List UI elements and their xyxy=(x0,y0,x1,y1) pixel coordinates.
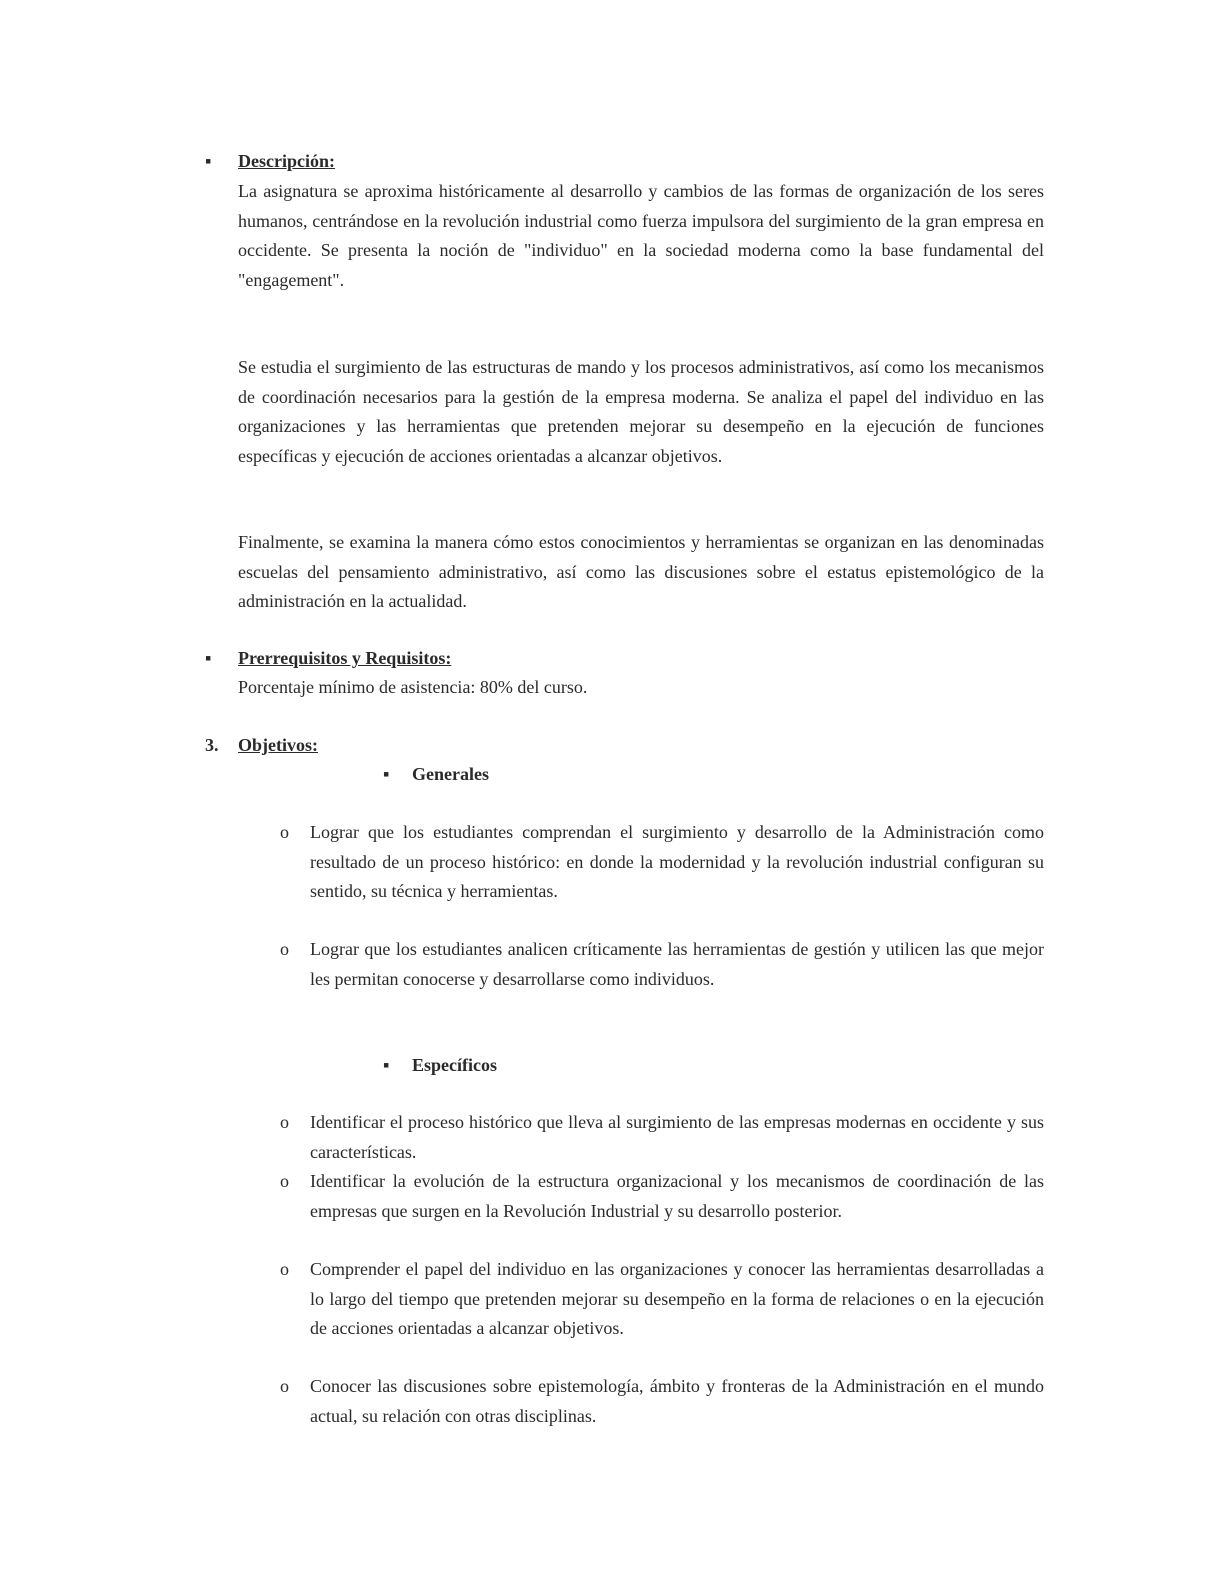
section-title-descripcion: Descripción: xyxy=(238,151,335,171)
list-item-text: Conocer las discusiones sobre epistemología, ámbito y fronteras de la Administración en el mundo actual, su relación con otras disciplinas. xyxy=(310,1376,1044,1426)
section-title-objetivos: Objetivos: xyxy=(238,735,318,755)
paragraph: Finalmente, se examina la manera cómo estos conocimientos y herramientas se organizan en las denominadas escuelas del pensamiento administrativo, así como las discusiones sobre el estatus epistemológico de la administración en la actualidad. xyxy=(238,532,1044,611)
list-item xyxy=(280,1372,1044,1431)
list-marker: o xyxy=(280,1171,289,1191)
list-item xyxy=(280,1167,1044,1226)
subsection-bullet: ▪ xyxy=(383,764,390,784)
list-item xyxy=(280,1255,1044,1344)
list-item-text: Identificar la evolución de la estructura organizacional y los mecanismos de coordinación de las empresas que surgen en la Revolución Industrial y su desarrollo posterior. xyxy=(310,1171,1044,1221)
paragraph: La asignatura se aproxima históricamente al desarrollo y cambios de las formas de organización de los seres humanos, centrándose en la revolución industrial como fuerza impulsora del surgimiento de la gran empresa en occidente. Se presenta la noción de "individuo" en la sociedad moderna como la base fundamental del "engagement". xyxy=(238,181,1044,290)
paragraph: Se estudia el surgimiento de las estructuras de mando y los procesos administrativos, así como los mecanismos de coordinación necesarios para la gestión de la empresa moderna. Se analiza el papel del individuo en las organizaciones y las herramientas que pretenden mejorar su desempeño en la ejecución de funciones específicas y ejecución de acciones orientadas a alcanzar objetivos. xyxy=(238,357,1044,466)
list-item-text: Lograr que los estudiantes comprendan el surgimiento y desarrollo de la Administración como resultado de un proceso histórico: en donde la modernidad y la revolución industrial configuran su sentido, su técnica y herramientas. xyxy=(310,822,1044,901)
list-item xyxy=(280,935,1044,994)
list-marker: o xyxy=(280,1259,289,1279)
list-marker: o xyxy=(280,1376,289,1396)
section-bullet: ▪ xyxy=(205,648,212,668)
list-item xyxy=(280,1108,1044,1167)
list-marker: o xyxy=(280,822,289,842)
subsection-title-generales: Generales xyxy=(412,764,489,784)
list-marker: o xyxy=(280,939,289,959)
section-number: 3. xyxy=(205,735,219,755)
list-item-text: Comprender el papel del individuo en las organizaciones y conocer las herramientas desarrolladas a lo largo del tiempo que pretenden mejorar su desempeño en la forma de relaciones o en la ejecución de acciones orientadas a alcanzar objetivos. xyxy=(310,1259,1044,1338)
subsection-bullet: ▪ xyxy=(383,1055,390,1075)
list-item xyxy=(280,818,1044,907)
list-item-text: Identificar el proceso histórico que lleva al surgimiento de las empresas modernas en occidente y sus características. xyxy=(310,1112,1044,1162)
section-title-prerrequisitos: Prerrequisitos y Requisitos: xyxy=(238,648,452,668)
list-marker: o xyxy=(280,1112,289,1132)
section-bullet: ▪ xyxy=(205,151,212,171)
list-item-text: Lograr que los estudiantes analicen críticamente las herramientas de gestión y utilicen las que mejor les permitan conocerse y desarrollarse como individuos. xyxy=(310,939,1044,989)
paragraph: Porcentaje mínimo de asistencia: 80% del curso. xyxy=(238,677,588,697)
subsection-title-especificos: Específicos xyxy=(412,1055,497,1075)
